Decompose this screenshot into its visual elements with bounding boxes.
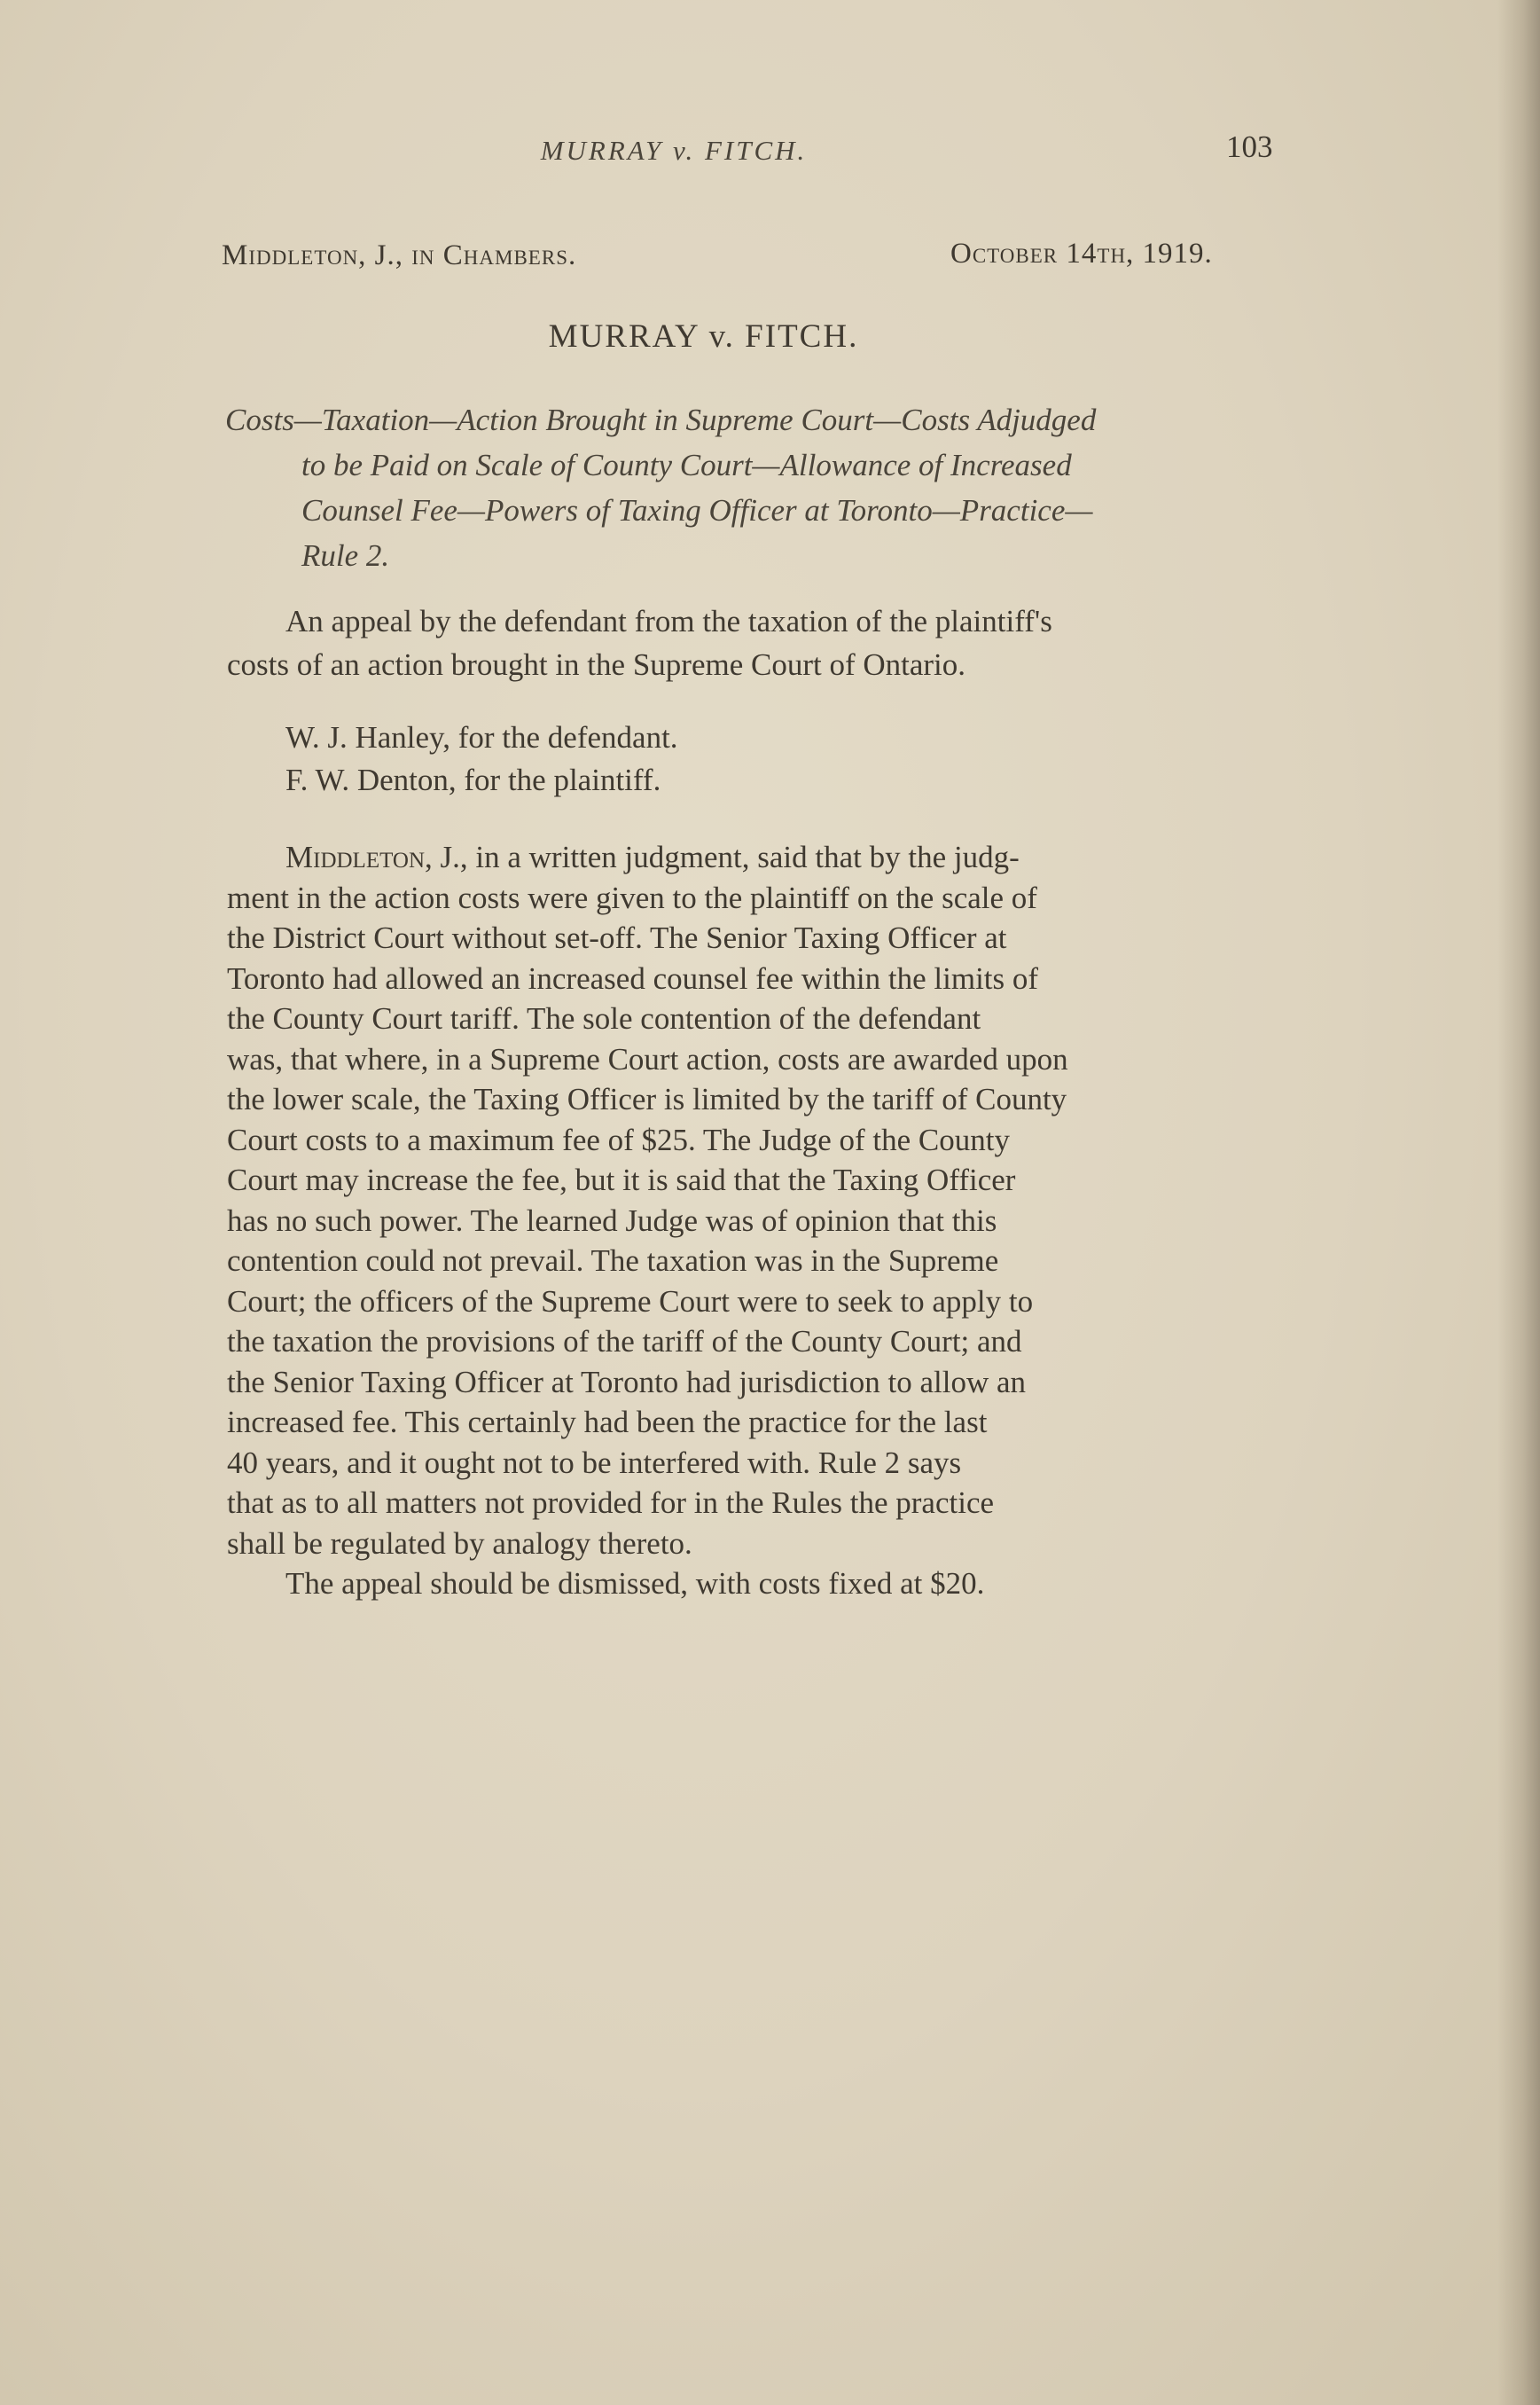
headnote-line: Counsel Fee—Powers of Taxing Officer at Toronto—Practice— [301,493,1093,528]
headnote-line: Costs—Taxation—Action Brought in Supreme Court—Costs Adjudged [225,403,1097,437]
counsel-line: W. J. Hanley, for the defendant. [285,720,678,755]
text-line: An appeal by the defendant from the taxation of the plaintiff's [285,604,1052,638]
counsel-list [285,717,1358,802]
court-line: Middleton, J., in Chambers. [222,239,577,271]
judgment-text [227,837,1300,1604]
decision-date: October 14th, 1919. [950,238,1213,270]
text-line: the taxation the provisions of the tariff of the County Court; and [227,1324,1022,1359]
page-number: 103 [1226,129,1273,164]
text-line: ment in the action costs were given to the plaintiff on the scale of [227,880,1037,915]
text-line: The appeal should be dismissed, with costs fixed at $20. [285,1566,985,1601]
running-title: MURRAY v. FITCH. [540,135,808,166]
text-line: was, that where, in a Supreme Court action, costs are awarded upon [227,1041,1068,1077]
text-line: the County Court tariff. The sole contention of the defendant [227,1001,981,1036]
counsel-line: F. W. Denton, for the plaintiff. [285,763,661,797]
intro-paragraph [227,599,1300,686]
headnote [225,397,1298,578]
text-line: Court costs to a maximum fee of $25. The Judge of the County [227,1122,1010,1157]
text-line: the District Court without set-off. The Senior Taxing Officer at [227,920,1007,955]
text-line: costs of an action brought in the Supreme Court of Ontario. [227,647,966,682]
text-line: has no such power. The learned Judge was of opinion that this [227,1202,997,1238]
text-line: Toronto had allowed an increased counsel fee within the limits of [227,960,1039,996]
text-line: that as to all matters not provided for in the Rules the practice [227,1485,995,1520]
judgment-first-line-rest: , J., in a written judgment, said that by the judg- [425,840,1020,874]
text-line: the lower scale, the Taxing Officer is limited by the tariff of County [227,1082,1067,1116]
text-line: Court; the officers of the Supreme Court were to seek to apply to [227,1283,1034,1319]
judge-name: Middleton [285,840,426,874]
text-line: shall be regulated by analogy thereto. [227,1525,692,1561]
text-line: Court may increase the fee, but it is said that the Taxing Officer [227,1163,1016,1197]
headnote-line: to be Paid on Scale of County Court—Allowance of Increased [301,448,1072,482]
case-title: MURRAY v. FITCH. [548,318,859,355]
text-line [227,837,1300,878]
text-line: increased fee. This certainly had been the practice for the last [227,1405,988,1439]
headnote-line: Rule 2. [301,538,390,573]
text-line: 40 years, and it ought not to be interfered with. Rule 2 says [227,1445,962,1480]
page-edge-shadow [1497,0,1540,2405]
text-line: contention could not prevail. The taxation was in the Supreme [227,1243,999,1278]
text-line: the Senior Taxing Officer at Toronto had jurisdiction to allow an [227,1364,1027,1399]
